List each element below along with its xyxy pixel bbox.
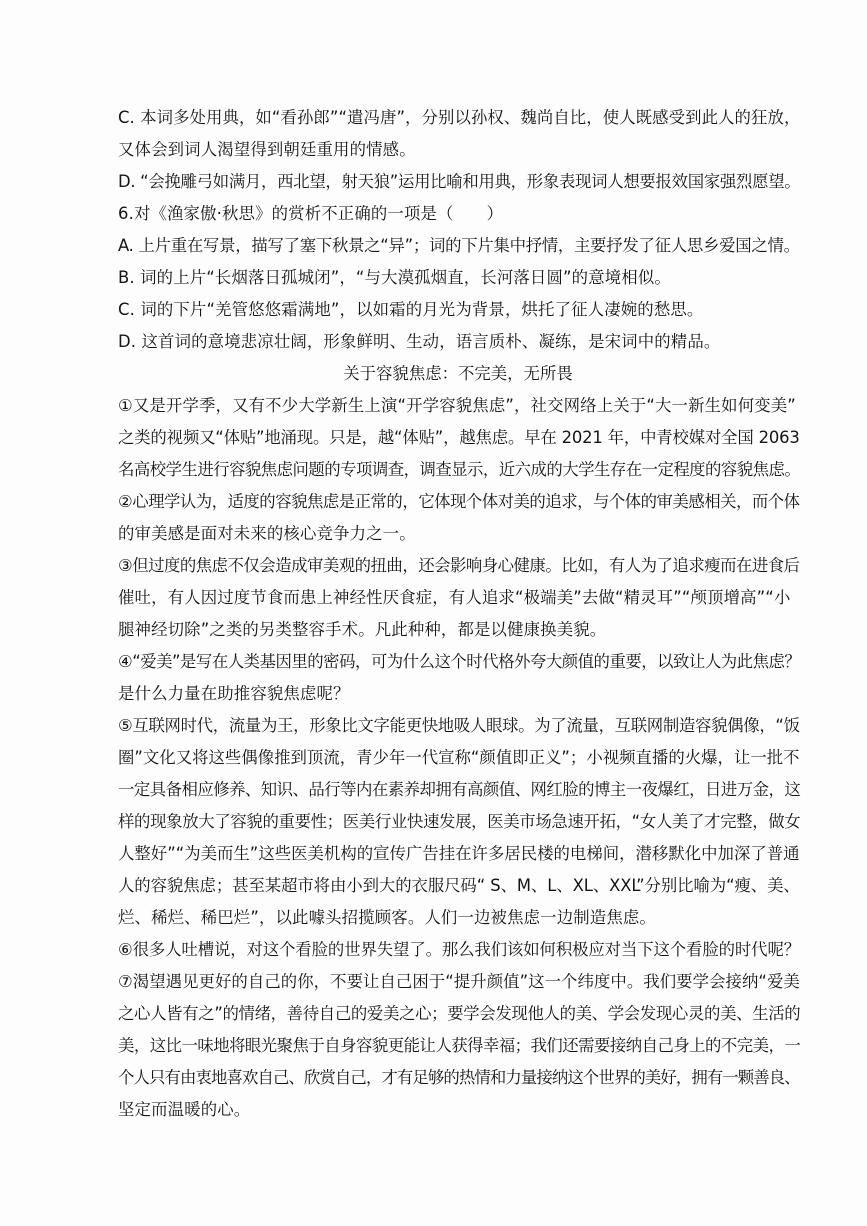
text-line: 个人只有由衷地喜欢自己、欣赏自己，才有足够的热情和力量接纳这个世界的美好，拥有一颗善良、 xyxy=(118,1068,800,1087)
text-line: 又体会到词人渴望得到朝廷重用的情感。 xyxy=(118,140,416,159)
text-line: 人的容貌焦虑；甚至某超市将由小到大的衣服尺码“ S、M、L、XL、XXL”分别比喻为“瘦、美、 xyxy=(118,876,800,895)
article-title: 关于容貌焦虑：不完美，无所畏 xyxy=(343,364,573,383)
paragraph-1 xyxy=(118,390,801,486)
text-line: 之心人皆有之”的情绪，善待自己的爱美之心；要学会发现他人的美、学会发现心灵的美、生活的 xyxy=(118,1004,801,1023)
paragraph-6 xyxy=(118,934,801,966)
document-content xyxy=(118,102,801,1126)
text-line: 美，这比一味地将眼光聚焦于自身容貌更能让人获得幸福；我们还需要接纳自己身上的不完美，一 xyxy=(118,1036,801,1055)
paragraph-4 xyxy=(118,646,801,710)
text-line: ③但过度的焦虑不仅会造成审美观的扭曲，还会影响身心健康。比如，有人为了追求瘦而在进食后 xyxy=(118,556,800,575)
text-line: 样的现象放大了容貌的重要性；医美行业快速发展，医美市场急速开拓，“女人美了才完整，做女 xyxy=(118,812,801,831)
text-line: ①又是开学季，又有不少大学新生上演“开学容貌焦虑”，社交网络上关于“大一新生如何变美” xyxy=(118,396,796,415)
article xyxy=(118,358,801,1126)
option-b: B. 词的上片“长烟落日孤城闭”，“与大漠孤烟直，长河落日圆”的意境相似。 xyxy=(118,268,671,287)
text-line: 一定具备相应修养、知识、品行等内在素养却拥有高颜值、网红脸的博主一夜爆红，日进万金，这 xyxy=(118,780,801,799)
option-d-prev xyxy=(118,166,801,198)
text-line: 之类的视频又“体贴”地涌现。只是，越“体贴”，越焦虑。早在 2021 年，中青校媒对全国 2063 xyxy=(118,428,800,447)
text-line: 腿神经切除”之类的另类整容手术。凡此种种，都是以健康换美貌。 xyxy=(118,620,607,639)
text-line: D. “会挽雕弓如满月，西北望，射天狼”运用比喻和用典，形象表现词人想要报效国家强烈愿望。 xyxy=(118,172,801,191)
text-line: 催吐，有人因过度节食而患上神经性厌食症，有人追求“极端美”去做“精灵耳”“颅顶增高”“小 xyxy=(118,588,791,607)
text-line: ②心理学认为，适度的容貌焦虑是正常的，它体现个体对美的追求，与个体的审美感相关，而个体 xyxy=(118,492,800,511)
text-line: ④“爱美”是写在人类基因里的密码，可为什么这个时代格外夸大颜值的重要，以致让人为此焦虑？ xyxy=(118,652,801,671)
question-6 xyxy=(118,198,798,358)
option-c: C. 词的下片“羌管悠悠霜满地”，以如霜的月光为背景，烘托了征人凄婉的愁思。 xyxy=(118,300,704,319)
text-line: 人整好”“为美而生”这些医美机构的宣传广告挂在许多居民楼的电梯间，潜移默化中加深了普通 xyxy=(118,844,800,863)
option-c-prev xyxy=(118,102,801,166)
paragraph-7 xyxy=(118,966,801,1126)
text-line: C. 本词多处用典，如“看孙郎”“遣冯唐”，分别以孙权、魏尚自比，使人既感受到此人的狂放， xyxy=(118,108,801,127)
text-line: 烂、稀烂、稀巴烂”，以此噱头招揽顾客。人们一边被焦虑一边制造焦虑。 xyxy=(118,908,656,927)
text-line: 坚定而温暖的心。 xyxy=(118,1100,251,1119)
text-line: ⑤互联网时代，流量为王，形象比文字能更快地吸人眼球。为了流量，互联网制造容貌偶像，“饭 xyxy=(118,716,800,735)
text-line: 是什么力量在助推容貌焦虑呢？ xyxy=(118,684,350,703)
question-stem: 6.对《渔家傲·秋思》的赏析不正确的一项是（ ） xyxy=(118,204,504,223)
text-line: ⑥很多人吐槽说，对这个看脸的世界失望了。那么我们该如何积极应对当下这个看脸的时代呢？ xyxy=(118,940,801,959)
paragraph-2 xyxy=(118,486,798,550)
previous-question-options xyxy=(118,102,801,198)
option-a: A. 上片重在写景，描写了塞下秋景之“异”；词的下片集中抒情，主要抒发了征人思乡爱国之情。 xyxy=(118,236,800,255)
text-line: 名高校学生进行容貌焦虑问题的专项调查，调查显示，近六成的大学生存在一定程度的容貌焦虑。 xyxy=(118,460,801,479)
paragraph-5 xyxy=(118,710,801,934)
text-line: ⑦渴望遇见更好的自己的你，不要让自己困于“提升颜值”这一个纬度中。我们要学会接纳“爱美 xyxy=(118,972,800,991)
paragraph-3 xyxy=(118,550,798,646)
option-d: D. 这首词的意境悲凉壮阔，形象鲜明、生动，语言质朴、凝练，是宋词中的精品。 xyxy=(118,332,721,351)
text-line: 圈”文化又将这些偶像推到顶流，青少年一代宣称“颜值即正义”；小视频直播的火爆，让一批不 xyxy=(118,748,800,767)
text-line: 的审美感是面对未来的核心竞争力之一。 xyxy=(118,524,416,543)
